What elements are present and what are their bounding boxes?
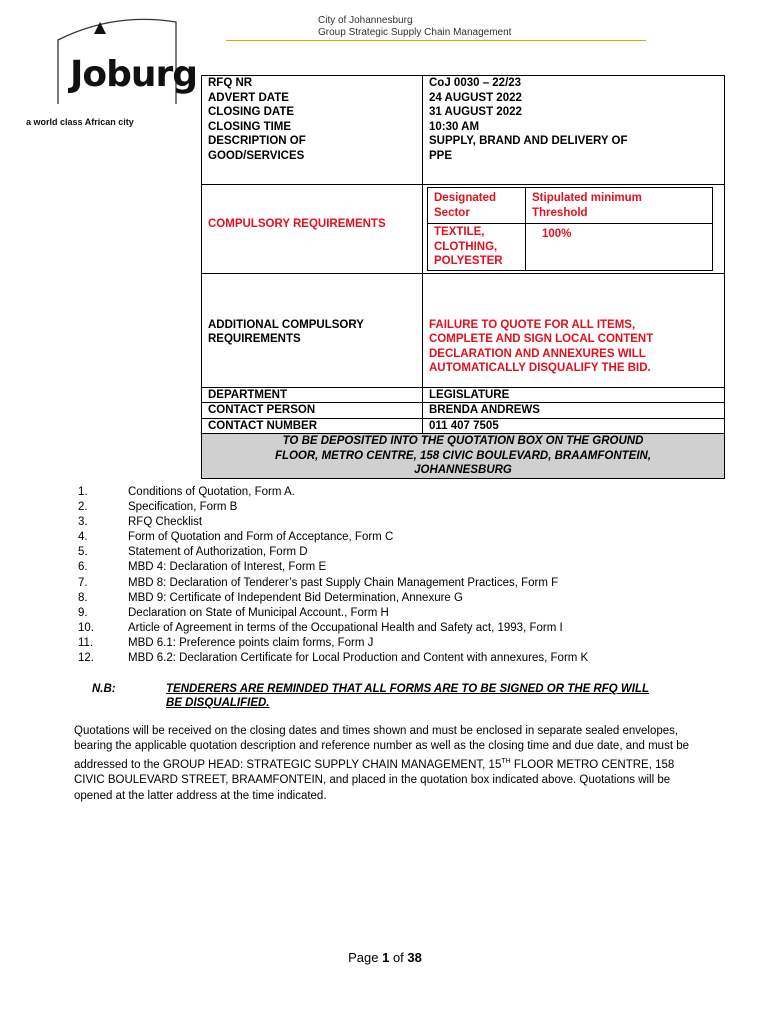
- list-item: [78, 515, 588, 530]
- list-item: [78, 485, 588, 500]
- list-item-text: Conditions of Quotation, Form A.: [128, 486, 295, 498]
- table-row: [202, 76, 725, 185]
- logo-wordmark: Joburg: [70, 54, 198, 95]
- table-row: [202, 418, 725, 434]
- contact-number: 011 407 7505: [423, 418, 725, 434]
- rfq-summary-values: [423, 76, 725, 185]
- closing-date: 31 AUGUST 2022: [429, 106, 522, 118]
- threshold-value: 100%: [526, 224, 713, 271]
- rfq-nr: CoJ 0030 – 22/23: [429, 77, 522, 89]
- list-item-number: 1.: [78, 486, 88, 498]
- list-item-text: Statement of Authorization, Form D: [128, 546, 308, 559]
- description-label-2: GOOD/SERVICES: [208, 149, 305, 162]
- joburg-logo: [54, 18, 198, 111]
- list-item: [78, 636, 588, 651]
- page-current: 1: [382, 950, 390, 965]
- list-item-number: 2.: [78, 501, 88, 514]
- additional-line: FAILURE TO QUOTE FOR ALL ITEMS,: [429, 318, 636, 331]
- header-rule: [226, 40, 646, 41]
- department: LEGISLATURE: [423, 387, 725, 403]
- nb-label: N.B:: [92, 683, 116, 695]
- logo-tagline: a world class African city: [26, 117, 134, 127]
- contact-person: BRENDA ANDREWS: [423, 403, 725, 419]
- list-item: [78, 560, 588, 575]
- paragraph-text: Quotations will be received on the closing dates and times shown and must be enclosed in separate sealed envelopes, bearing the applicable quotation description and reference number as well as the closing time and due date, and must be addressed to the GROUP HEAD: STRATEGIC SUPPLY CHAIN MANAGEMENT, 15: [74, 725, 690, 772]
- list-item: [78, 576, 588, 591]
- list-item-number: 12.: [78, 652, 94, 665]
- list-item-text: MBD 4: Declaration of Interest, Form E: [128, 561, 327, 574]
- advert-date: 24 AUGUST 2022: [429, 91, 522, 104]
- compulsory-value-cell: [423, 185, 725, 274]
- list-item: [78, 651, 588, 666]
- list-item: [78, 621, 588, 636]
- nb-notice: [92, 682, 666, 710]
- deposit-line-2: FLOOR, METRO CENTRE, 158 CIVIC BOULEVARD, BRAAMFONTEIN,: [274, 449, 652, 462]
- compulsory-requirements-label: COMPULSORY REQUIREMENTS: [208, 217, 386, 230]
- deposit-line: TO BE DEPOSITED INTO THE QUOTATION BOX ON THE GROUND: [282, 435, 644, 447]
- contact-number-label: CONTACT NUMBER: [202, 418, 423, 434]
- deposit-instructions: [202, 434, 725, 479]
- rfq-details-table: [201, 75, 725, 479]
- list-item-text: Form of Quotation and Form of Acceptance, Form C: [128, 531, 394, 544]
- page-number: [0, 950, 770, 965]
- additional-line-3: DECLARATION AND ANNEXURES WILL: [429, 347, 646, 360]
- table-row: [428, 224, 713, 271]
- list-item-text: MBD 6.1: Preference points claim forms, Form J: [128, 636, 374, 649]
- additional-label-cell: [202, 273, 423, 387]
- page-prefix: Page: [348, 950, 379, 965]
- list-item-text: MBD 8: Declaration of Tenderer’s past Supply Chain Management Practices, Form F: [128, 576, 559, 589]
- table-row: [202, 185, 725, 274]
- page-of: of: [392, 950, 404, 965]
- threshold-text: Stipulated minimum: [532, 192, 642, 204]
- additional-line-4: AUTOMATICALLY DISQUALIFY THE BID.: [429, 362, 651, 374]
- list-item-number: 9.: [78, 606, 88, 619]
- closing-time-label: CLOSING TIME: [208, 120, 292, 133]
- sector-text-3: POLYESTER: [434, 255, 503, 267]
- list-item-text: Specification, Form B: [128, 501, 238, 514]
- designated-sector-text-2: Sector: [434, 206, 470, 219]
- submission-paragraph: [74, 724, 704, 804]
- sector-text: TEXTILE,: [434, 226, 485, 238]
- list-item: [78, 545, 588, 560]
- threshold-header: [526, 188, 713, 224]
- compulsory-label-cell: [202, 185, 423, 274]
- department-label: DEPARTMENT: [202, 387, 423, 403]
- list-item: [78, 606, 588, 621]
- list-item-number: 10.: [78, 621, 94, 634]
- description-label: DESCRIPTION OF: [208, 135, 306, 147]
- list-item-number: 7.: [78, 576, 88, 589]
- table-row: [202, 403, 725, 419]
- list-item-number: 6.: [78, 561, 88, 574]
- description-2: PPE: [429, 149, 453, 162]
- additional-line-2: COMPLETE AND SIGN LOCAL CONTENT: [429, 333, 654, 345]
- designated-sector-text: Designated: [434, 192, 496, 204]
- organisation-name: City of Johannesburg: [318, 15, 413, 26]
- list-item-text: Article of Agreement in terms of the Occupational Health and Safety act, 1993, Form I: [128, 621, 563, 634]
- list-item-number: 3.: [78, 516, 88, 529]
- rfq-summary-labels: [202, 76, 423, 185]
- sector-threshold-table: [427, 187, 713, 271]
- list-item: [78, 530, 588, 545]
- advert-date-label: ADVERT DATE: [208, 91, 289, 104]
- list-item-number: 11.: [78, 636, 94, 649]
- table-row: [202, 387, 725, 403]
- list-item-number: 5.: [78, 546, 88, 559]
- contact-person-label: CONTACT PERSON: [202, 403, 423, 419]
- table-row: [202, 434, 725, 479]
- sector-text-2: CLOTHING,: [434, 240, 498, 253]
- forms-list: [78, 485, 588, 666]
- list-item-text: Declaration on State of Municipal Account., Form H: [128, 606, 389, 619]
- department-name: Group Strategic Supply Chain Management: [318, 27, 512, 38]
- paragraph-text-2: FLOOR METRO CENTRE, 158 CIVIC BOULEVARD STREET, BRAAMFONTEIN, and placed in the quotation box indicated above. Quotations will be opened at the latter address at the time indicated.: [74, 759, 675, 802]
- closing-date-label: CLOSING DATE: [208, 106, 295, 118]
- table-row: [202, 273, 725, 387]
- closing-time: 10:30 AM: [429, 120, 480, 133]
- list-item-text: RFQ Checklist: [128, 516, 203, 529]
- list-item: [78, 500, 588, 515]
- additional-requirements-label: ADDITIONAL COMPULSORY: [208, 318, 364, 331]
- list-item: [78, 591, 588, 606]
- paragraph-superscript: TH: [501, 758, 511, 766]
- additional-requirements-label-2: REQUIREMENTS: [208, 333, 301, 345]
- page-total: 38: [407, 950, 422, 965]
- list-item-text: MBD 9: Certificate of Independent Bid Determination, Annexure G: [128, 591, 463, 604]
- rfq-nr-label: RFQ NR: [208, 77, 253, 89]
- list-item-text: MBD 6.2: Declaration Certificate for Local Production and Content with annexures, Form K: [128, 652, 589, 665]
- table-row: [428, 188, 713, 224]
- description: SUPPLY, BRAND AND DELIVERY OF: [429, 135, 628, 147]
- organisation-header: [318, 15, 511, 39]
- nb-text: TENDERERS ARE REMINDED THAT ALL FORMS ARE TO BE SIGNED OR THE RFQ WILL BE DISQUALIFIED.: [166, 683, 650, 709]
- sector-value: [428, 224, 526, 271]
- list-item-number: 4.: [78, 531, 88, 544]
- threshold-text-2: Threshold: [532, 206, 588, 219]
- list-item-number: 8.: [78, 591, 88, 604]
- additional-requirements: [423, 273, 725, 387]
- designated-sector-header: [428, 188, 526, 224]
- deposit-line-3: JOHANNESBURG: [414, 464, 512, 476]
